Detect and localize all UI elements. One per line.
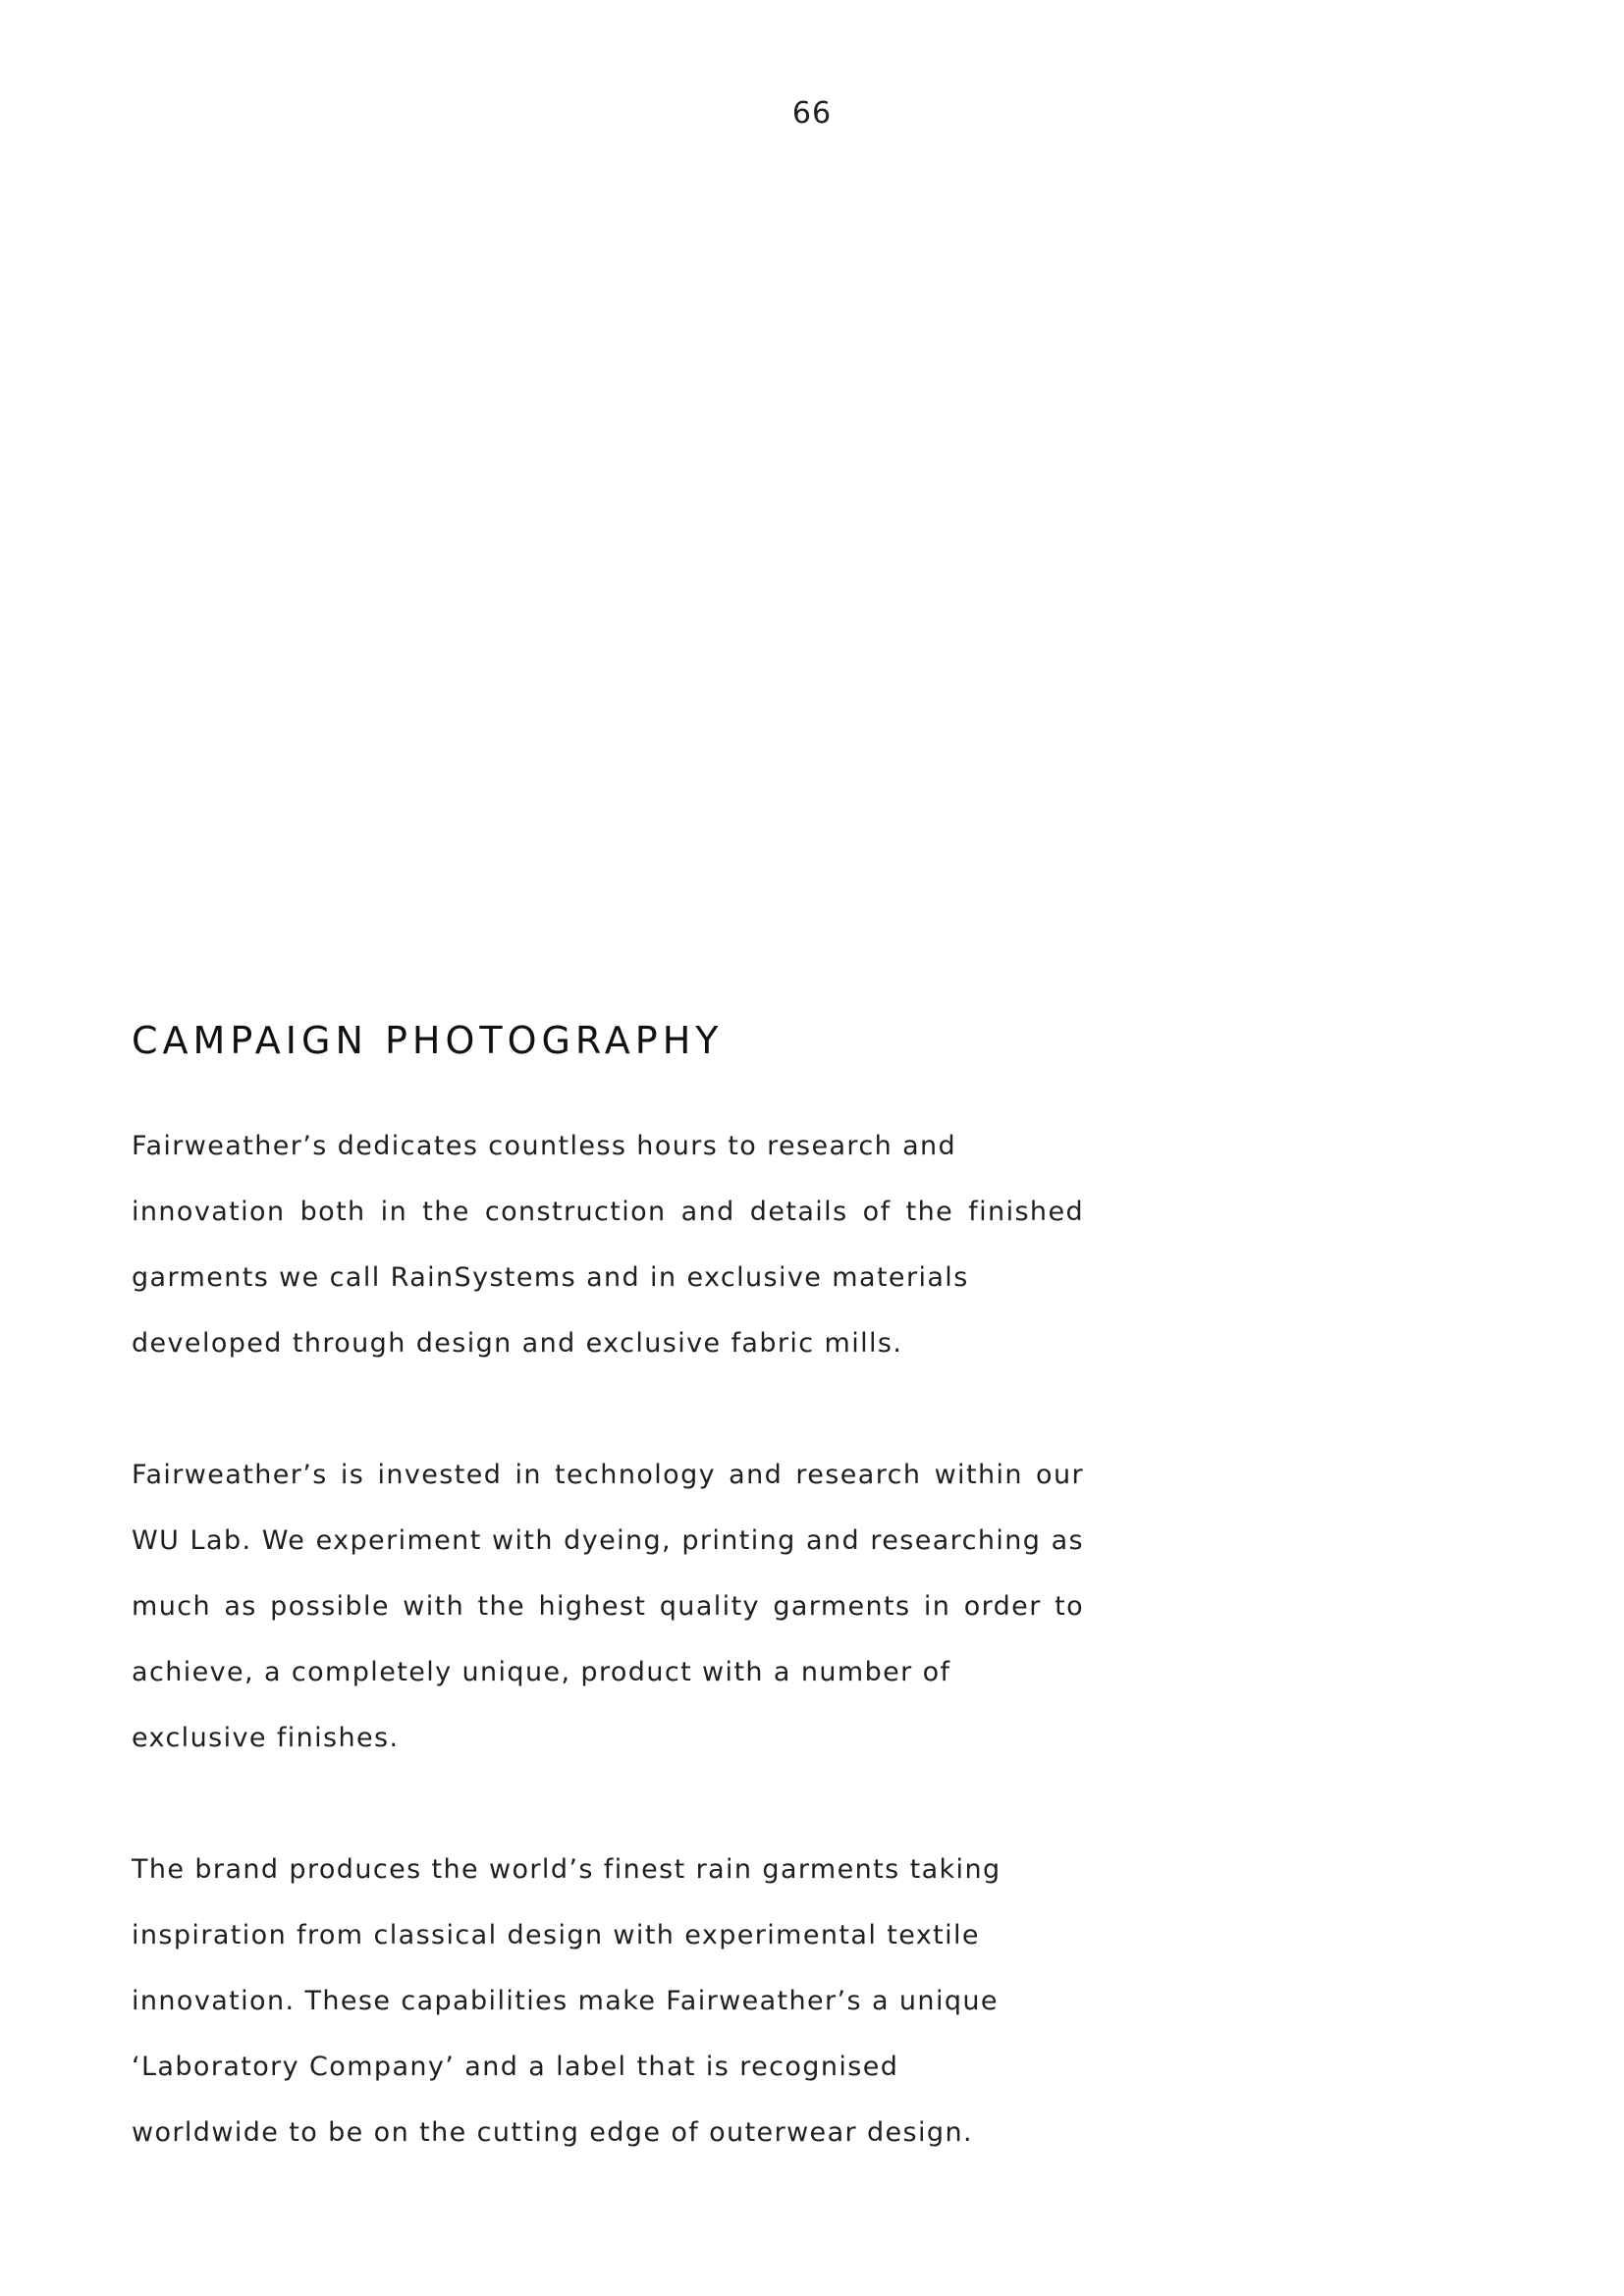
section-title: CAMPAIGN PHOTOGRAPHY — [132, 1019, 724, 1062]
paragraph-line: innovation both in the construction and details of the finished — [132, 1197, 1084, 1227]
body-paragraph-1 — [132, 1113, 1084, 1376]
body-paragraph-3 — [132, 1837, 1084, 2165]
body-paragraph-2 — [132, 1442, 1084, 1771]
paragraph-line: innovation. These capabilities make Fairweather’s a unique — [132, 1986, 999, 2016]
paragraph-line: garments we call RainSystems and in exclusive materials — [132, 1262, 969, 1293]
paragraph-line: achieve, a completely unique, product with a number of — [132, 1657, 951, 1687]
paragraph-line: Fairweather’s is invested in technology and research within our — [132, 1460, 1084, 1490]
paragraph-line: The brand produces the world’s finest rain garments taking — [132, 1854, 1001, 1885]
paragraph-line: ‘Laboratory Company’ and a label that is recognised — [132, 2052, 899, 2082]
page-number: 66 — [791, 96, 833, 131]
paragraph-line: developed through design and exclusive fabric mills. — [132, 1328, 903, 1359]
paragraph-line: much as possible with the highest quality garments in order to — [132, 1591, 1084, 1622]
paragraph-line: exclusive finishes. — [132, 1723, 400, 1753]
paragraph-line: WU Lab. We experiment with dyeing, printing and researching as — [132, 1525, 1084, 1556]
paragraph-line: worldwide to be on the cutting edge of outerwear design. — [132, 2117, 973, 2148]
paragraph-line: inspiration from classical design with experimental textile — [132, 1920, 980, 1950]
paragraph-line: Fairweather’s dedicates countless hours to research and — [132, 1131, 957, 1161]
document-body — [132, 1011, 1084, 2165]
